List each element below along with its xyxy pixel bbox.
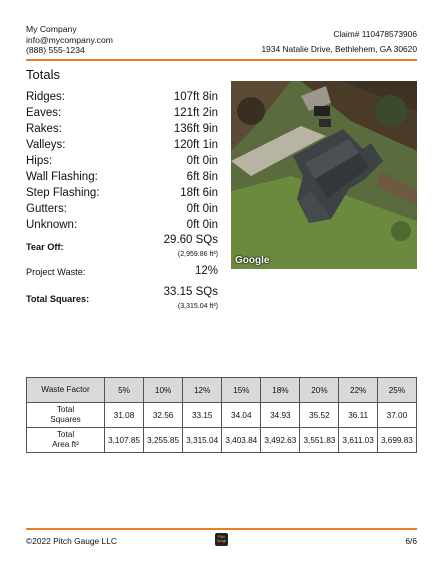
table-header-row (27, 378, 417, 403)
metric-label: Unknown: (26, 219, 78, 231)
logo-text: Gauge (216, 539, 227, 543)
table-row (27, 403, 417, 428)
row-label-line: Squares (50, 415, 81, 424)
tear-off-block (26, 234, 222, 262)
waste-factor-table (26, 377, 417, 453)
aerial-map-image (231, 81, 417, 269)
factor-header: 25% (377, 378, 416, 403)
total-squares-value: 33.15 SQs (163, 286, 218, 298)
report-header (26, 24, 417, 58)
table-cell: 3,255.85 (144, 428, 183, 453)
metric-value: 120ft 1in (173, 139, 218, 151)
table-cell: 3,492.63 (261, 428, 300, 453)
table-cell: 34.93 (261, 403, 300, 428)
company-phone: (888) 555-1234 (26, 45, 85, 56)
table-cell: 3,315.04 (183, 428, 222, 453)
metric-row (26, 153, 222, 169)
copyright: ©2022 Pitch Gauge LLC (26, 536, 117, 546)
claim-number: Claim# 110478573906 (333, 29, 417, 39)
table-cell: 3,403.84 (222, 428, 261, 453)
header-divider (26, 59, 417, 61)
table-cell: 37.00 (377, 403, 416, 428)
project-waste-label: Project Waste: (26, 267, 86, 277)
total-squares-block (26, 286, 222, 314)
metric-value: 121ft 2in (173, 107, 218, 119)
table-row (27, 428, 417, 453)
property-address: 1934 Natalie Drive, Bethlehem, GA 30620 (261, 44, 417, 54)
table-cell: 3,611.03 (339, 428, 377, 453)
metric-row (26, 185, 222, 201)
metric-label: Ridges: (26, 91, 65, 103)
tear-off-label: Tear Off: (26, 242, 64, 252)
company-info (26, 24, 113, 56)
factor-header: 12% (183, 378, 222, 403)
row-label (27, 428, 105, 453)
metric-row (26, 105, 222, 121)
pitch-gauge-logo-icon (215, 533, 228, 546)
tear-off-value: 29.60 SQs (163, 234, 218, 246)
metric-label: Gutters: (26, 203, 67, 215)
total-squares-label: Total Squares: (26, 294, 90, 304)
project-waste-row (26, 265, 222, 281)
table-cell: 36.11 (339, 403, 377, 428)
table-cell: 3,699.83 (377, 428, 416, 453)
row-label-line: Total (56, 405, 75, 414)
table-cell: 34.04 (222, 403, 261, 428)
footer-divider (26, 528, 417, 530)
page-number: 6/6 (405, 536, 417, 546)
metric-value: 6ft 8in (186, 171, 218, 183)
tear-off-area: (2,959.86 ft²) (177, 251, 218, 258)
table-cell: 3,107.85 (105, 428, 144, 453)
table-cell: 32.56 (144, 403, 183, 428)
metric-label: Valleys: (26, 139, 66, 151)
table-cell: 3,551.83 (300, 428, 339, 453)
metric-row (26, 201, 222, 217)
company-email: info@mycompany.com (26, 34, 113, 45)
metric-value: 107ft 8in (173, 91, 218, 103)
table-cell: 35.52 (300, 403, 339, 428)
metric-value: 136ft 9in (173, 123, 218, 135)
row-label (27, 403, 105, 428)
totals-heading: Totals (26, 67, 60, 82)
metric-row (26, 137, 222, 153)
metric-row (26, 217, 222, 233)
waste-factor-header: Waste Factor (27, 378, 105, 403)
factor-header: 10% (144, 378, 183, 403)
metric-value: 0ft 0in (186, 219, 218, 231)
project-waste-value: 12% (194, 265, 218, 277)
metric-row (26, 121, 222, 137)
metric-label: Eaves: (26, 107, 62, 119)
metric-row (26, 169, 222, 185)
table-cell: 31.08 (105, 403, 144, 428)
company-name: My Company (26, 24, 77, 34)
logo-text: Pitch (217, 535, 226, 539)
factor-header: 18% (261, 378, 300, 403)
row-label-line: Total (56, 430, 75, 439)
total-squares-area: (3,315.04 ft²) (177, 303, 218, 310)
google-attribution: Google (235, 255, 270, 266)
metric-value: 18ft 6in (180, 187, 218, 199)
row-label-line: Area ft² (52, 440, 79, 449)
factor-header: 15% (222, 378, 261, 403)
factor-header: 20% (300, 378, 339, 403)
metric-label: Rakes: (26, 123, 62, 135)
totals-metrics (26, 89, 222, 233)
metric-value: 0ft 0in (186, 155, 218, 167)
metric-label: Hips: (26, 155, 53, 167)
metric-value: 0ft 0in (186, 203, 218, 215)
metric-row (26, 89, 222, 105)
factor-header: 22% (339, 378, 377, 403)
table-cell: 33.15 (183, 403, 222, 428)
factor-header: 5% (105, 378, 144, 403)
metric-label: Wall Flashing: (26, 171, 98, 183)
aerial-map-graphic (231, 81, 417, 269)
metric-label: Step Flashing: (26, 187, 100, 199)
